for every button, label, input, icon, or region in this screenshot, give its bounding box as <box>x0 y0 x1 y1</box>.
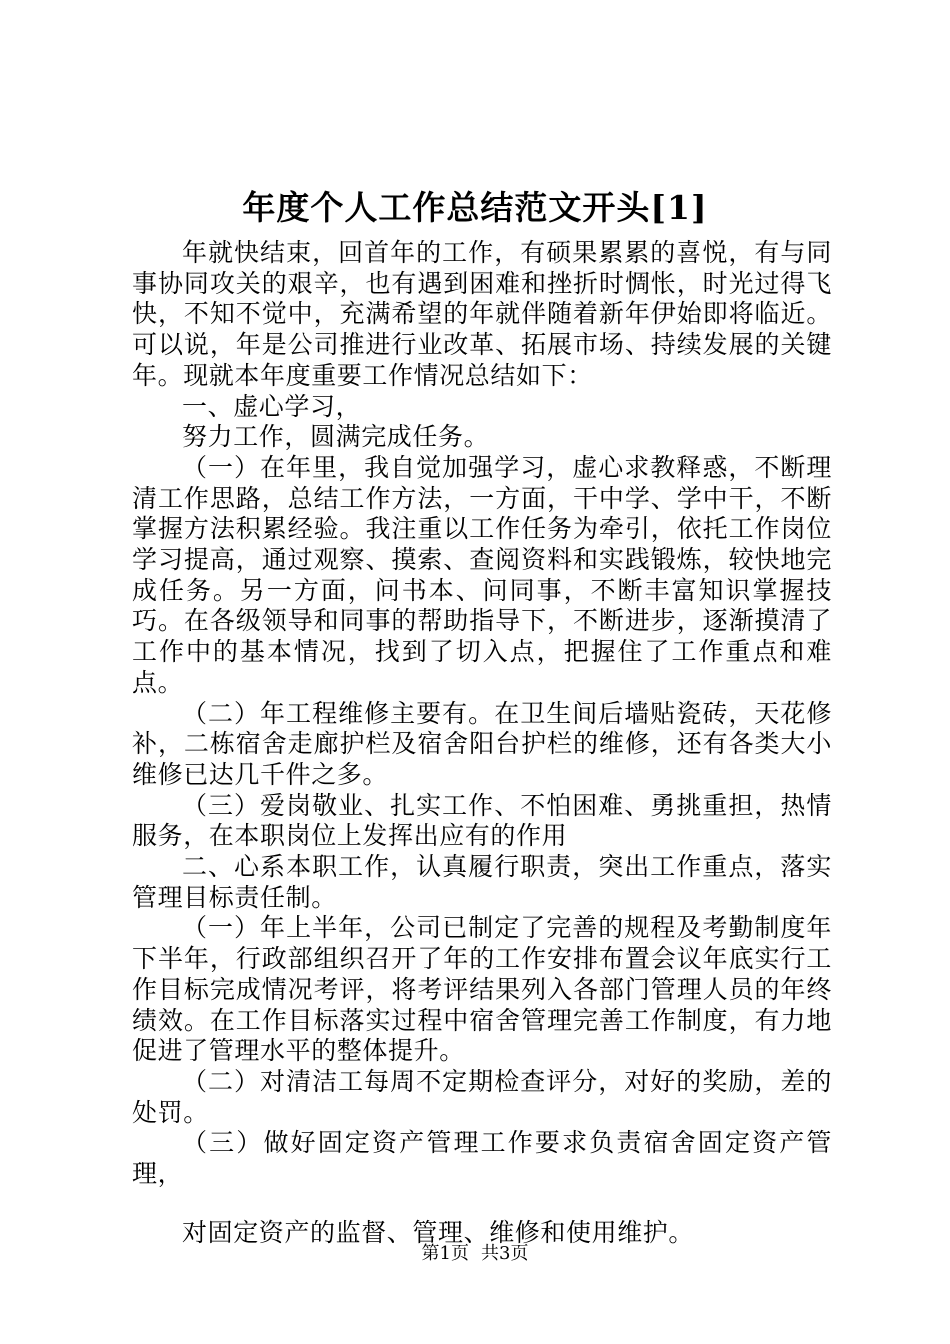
heading-section-two: 二、心系本职工作，认真履行职责，突出工作重点，落实管理目标责任制。 <box>132 852 832 912</box>
paragraph-item-1-2: （二）年工程维修主要有。在卫生间后墙贴瓷砖，天花修补，二栋宿舍走廊护栏及宿舍阳台护栏的维修，还有各类大小维修已达几千件之多。 <box>132 698 832 789</box>
paragraph-item-1-1: （一）在年里，我自觉加强学习，虚心求教释惑，不断理清工作思路，总结工作方法，一方面，干中学、学中干，不断掌握方法积累经验。我注重以工作任务为牵引，依托工作岗位学习提高，通过观察、摸索、查阅资料和实践锻炼，较快地完成任务。另一方面，问书本、问同事，不断丰富知识掌握技巧。在各级领导和同事的帮助指导下，不断进步，逐渐摸清了工作中的基本情况，找到了切入点，把握住了工作重点和难点。 <box>132 452 832 697</box>
paragraph-section-one-subtitle: 努力工作，圆满完成任务。 <box>182 422 490 452</box>
paragraph-item-1-3: （三）爱岗敬业、扎实工作、不怕困难、勇挑重担，热情服务，在本职岗位上发挥出应有的作用 <box>132 790 832 851</box>
paragraph-item-2-3: （三）做好固定资产管理工作要求负责宿舍固定资产管理， <box>132 1128 832 1189</box>
page-footer <box>0 1242 950 1266</box>
document-title: 年度个人工作总结范文开头[1] <box>242 188 708 227</box>
page-number-current: 第1页 <box>421 1243 469 1264</box>
paragraph-item-2-1: （一）年上半年，公司已制定了完善的规程及考勤制度年下半年，行政部组织召开了年的工作安排布置会议年底实行工作目标完成情况考评，将考评结果列入各部门管理人员的年终绩效。在工作目标落实过程中宿舍管理完善工作制度，有力地促进了管理水平的整体提升。 <box>132 913 832 1066</box>
heading-section-one: 一、虚心学习， <box>182 391 362 421</box>
paragraph-intro: 年就快结束，回首年的工作，有硕果累累的喜悦，有与同事协同攻关的艰辛，也有遇到困难和挫折时惆怅，时光过得飞快，不知不觉中，充满希望的年就伴随着新年伊始即将临近。可以说，年是公司推进行业改革、拓展市场、持续发展的关键年。现就本年度重要工作情况总结如下： <box>132 238 832 390</box>
paragraph-item-2-3-continued: 对固定资产的监督、管理、维修和使用维护。 <box>182 1217 695 1247</box>
paragraph-item-2-2: （二）对清洁工每周不定期检查评分，对好的奖励，差的处罚。 <box>132 1066 832 1127</box>
document-body <box>132 238 832 1249</box>
page-number-total: 共3页 <box>481 1243 529 1264</box>
